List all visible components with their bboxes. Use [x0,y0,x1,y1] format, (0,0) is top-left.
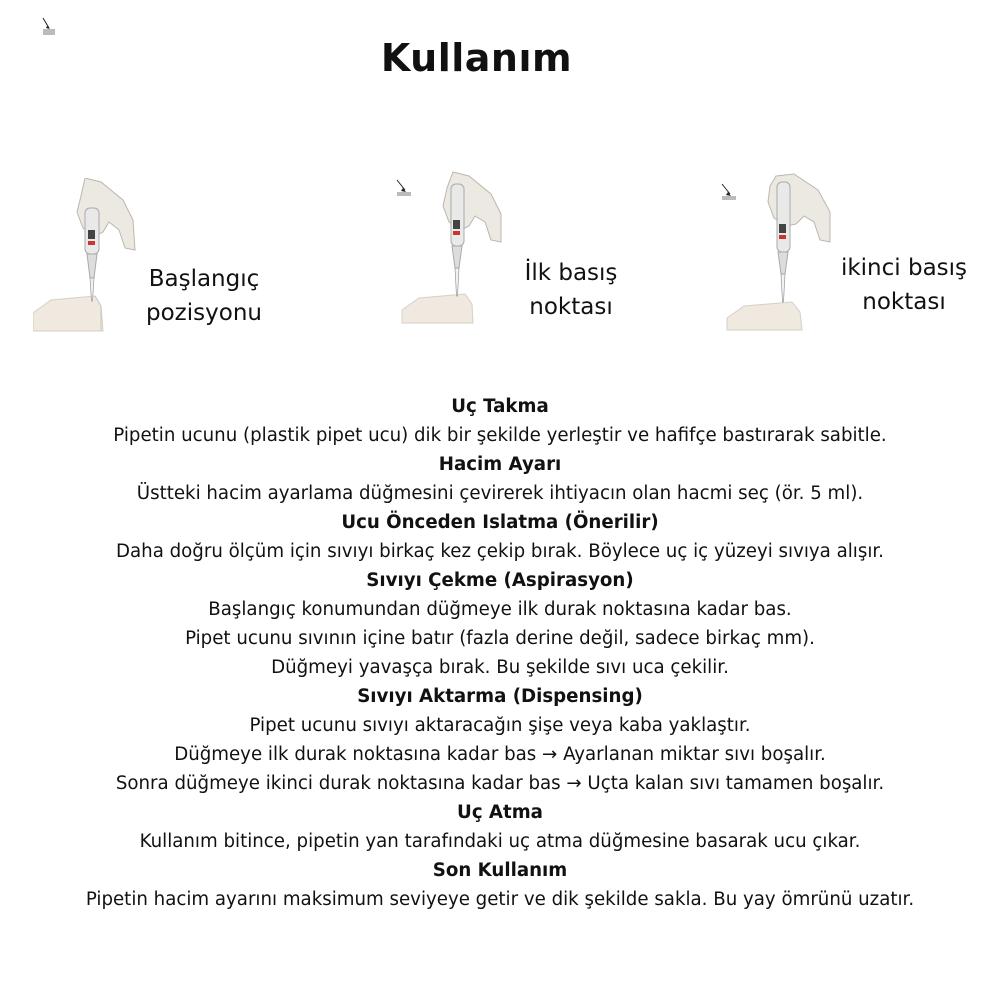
position-panel-start [33,178,143,333]
section-heading: Sıvıyı Aktarma (Dispensing) [357,686,643,707]
instruction-line: Düğmeye ilk durak noktasına kadar bas → Ayarlanan miktar sıvı boşalır. [174,744,826,765]
decorative-mark-icon [40,16,58,36]
position-panel-second-stop [720,172,835,332]
section-tip-attach [0,392,1000,450]
page-title: Kullanım [380,36,573,80]
position-caption-first-stop [512,256,630,324]
instruction-line: Sonra düğmeye ikinci durak noktasına kadar bas → Uçta kalan sıvı tamamen boşalır. [115,773,885,794]
position-caption-start [140,262,268,330]
section-volume-setting [0,450,1000,508]
position-caption-line: pozisyonu [146,300,262,326]
section-heading: Uç Atma [457,802,543,823]
section-dispensing [0,682,1000,798]
instruction-line: Üstteki hacim ayarlama düğmesini çevirerek ihtiyacın olan hacmi seç (ör. 5 ml). [136,483,864,504]
position-caption-line: noktası [529,294,613,320]
position-caption-line: noktası [862,289,946,315]
instruction-line: Pipet ucunu sıvının içine batır (fazla derine değil, sadece birkaç mm). [185,628,815,649]
section-aspiration [0,566,1000,682]
section-heading: Son Kullanım [432,860,568,881]
pipette-hand-illustration-icon [720,172,835,332]
section-heading: Ucu Önceden Islatma (Önerilir) [341,512,659,533]
instruction-line: Pipet ucunu sıvıyı aktaracağın şişe veya kaba yaklaştır. [249,715,751,736]
position-caption-line: ikinci basış [840,255,968,281]
instruction-line: Başlangıç konumundan düğmeye ilk durak noktasına kadar bas. [208,599,792,620]
position-caption-line: Başlangıç [148,266,260,292]
instruction-line: Daha doğru ölçüm için sıvıyı birkaç kez çekip bırak. Böylece uç iç yüzeyi sıvıya alışır. [116,541,884,562]
section-tip-eject [0,798,1000,856]
pipette-hand-illustration-icon [33,178,143,333]
position-panel-first-stop [395,170,505,325]
section-pre-wetting [0,508,1000,566]
section-heading: Hacim Ayarı [438,454,562,475]
pipette-hand-illustration-icon [395,170,505,325]
instruction-line: Pipetin hacim ayarını maksimum seviyeye getir ve dik şekilde sakla. Bu yay ömrünü uzatır. [85,889,915,910]
instruction-line: Pipetin ucunu (plastik pipet ucu) dik bir şekilde yerleştir ve hafifçe bastırarak sabitle. [113,425,887,446]
instruction-line: Düğmeyi yavaşça bırak. Bu şekilde sıvı uca çekilir. [271,657,729,678]
instruction-line: Kullanım bitince, pipetin yan tarafındaki uç atma düğmesine basarak ucu çıkar. [139,831,861,852]
section-heading: Uç Takma [451,396,549,417]
section-heading: Sıvıyı Çekme (Aspirasyon) [366,570,634,591]
position-caption-line: İlk basış [524,260,618,286]
position-caption-second-stop [833,251,975,319]
usage-instructions [0,392,1000,914]
section-final-use [0,856,1000,914]
